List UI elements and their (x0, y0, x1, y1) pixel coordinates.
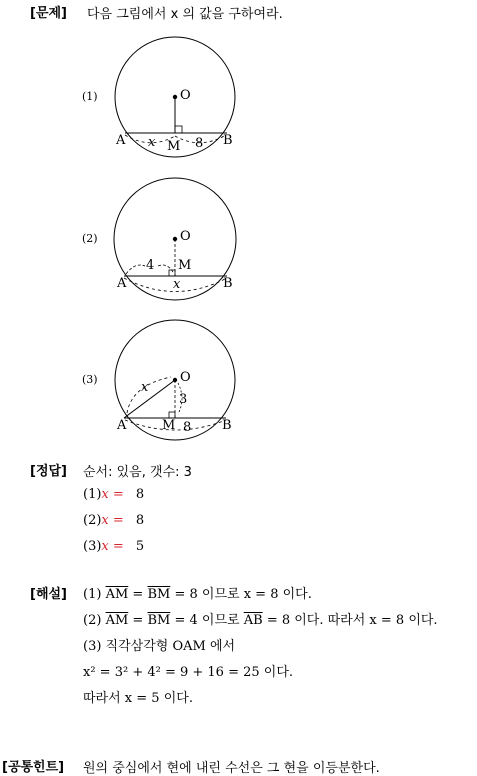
label-b: B (223, 133, 233, 148)
hint-label: [공통힌트] (2, 760, 65, 775)
answer-meta: 순서: 있음, 갯수: 3 (83, 465, 192, 480)
answer-item (83, 539, 144, 554)
label-3: 3 (179, 392, 188, 407)
segment-ab: $\overline{AB}$ (243, 613, 263, 628)
label-x: x (148, 135, 156, 150)
label-o: O (180, 88, 191, 103)
answer-item (83, 487, 144, 502)
label-8: 8 (195, 136, 204, 151)
label-b: B (223, 276, 233, 291)
label-m: M (178, 258, 192, 273)
label-a: A (117, 276, 127, 291)
answer-num: (3) (83, 539, 102, 554)
answer-var: x = (101, 513, 124, 528)
figure-number: (3) (82, 373, 98, 386)
problem-text: 다음 그림에서 x 의 값을 구하여라. (87, 7, 283, 22)
radius-oa (124, 380, 175, 418)
segment-am: $\overline{AM}$ (105, 613, 129, 628)
answer-value: 8 (135, 487, 145, 502)
figure-number: (1) (82, 90, 98, 103)
segment-bm: $\overline{BM}$ (147, 587, 171, 602)
answer-label: [정답] (30, 464, 67, 479)
label-a: A (116, 133, 126, 148)
brace-oa (127, 377, 171, 413)
label-4: 4 (146, 258, 155, 273)
label-b: B (222, 418, 232, 433)
answer-num: (2) (83, 513, 102, 528)
label-m: M (167, 139, 181, 154)
explanation-label: [해설] (30, 587, 67, 602)
answer-value: 5 (135, 539, 145, 554)
answer-var: x = (101, 539, 124, 554)
label-x: x (141, 380, 149, 395)
answer-num: (1) (83, 487, 102, 502)
label-o: O (180, 229, 191, 244)
explanation-line-4: x² = 3² + 4² = 9 + 16 = 25 이다. (83, 665, 294, 680)
segment-am: $\overline{AM}$ (105, 587, 129, 602)
figure-number: (2) (82, 232, 98, 245)
answer-value: 8 (135, 513, 145, 528)
explanation-line-2: (2) $\overline{AM} = \overline{BM} = 4$ 이므로 $\overline{AB} = 8$ 이다. 따라서 x = 8 이다. (83, 613, 438, 628)
center-dot (173, 378, 177, 382)
label-8: 8 (183, 420, 192, 435)
explanation-line-5: 따라서 x = 5 이다. (83, 691, 193, 706)
explanation-line-3: (3) 직각삼각형 OAM 에서 (83, 639, 236, 654)
label-a: A (117, 418, 127, 433)
answer-item (83, 513, 144, 528)
label-o: O (180, 370, 191, 385)
explanation-line-1: (1) $\overline{AM} = \overline{BM} = 8$ 이므로 x = 8 이다. (83, 587, 312, 602)
answer-var: x = (101, 487, 124, 502)
label-x: x (173, 277, 181, 292)
hint-text: 원의 중심에서 현에 내린 수선은 그 현을 이등분한다. (83, 761, 380, 776)
segment-bm: $\overline{BM}$ (147, 613, 171, 628)
label-m: M (162, 418, 176, 433)
problem-label: [문제] (30, 6, 67, 21)
